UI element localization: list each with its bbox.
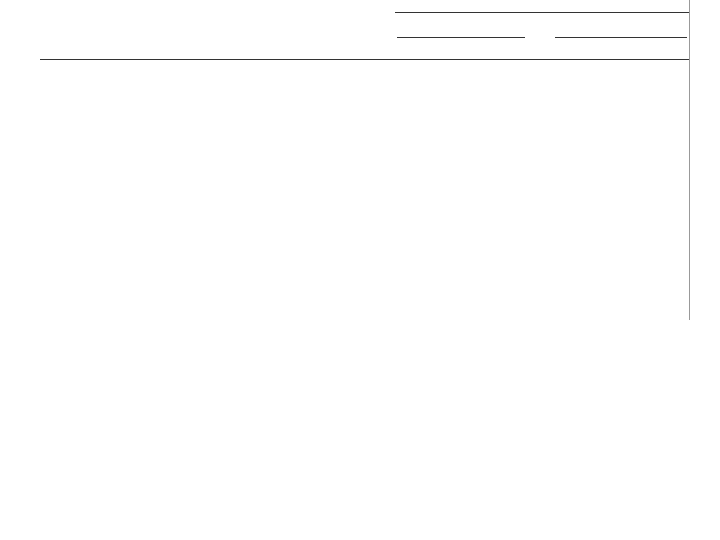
header-bottom-rule <box>40 59 690 60</box>
leaves-group-rule <box>555 37 687 38</box>
roots-group-rule <box>397 37 525 38</box>
overlay-right-edge <box>689 0 690 320</box>
header-top-rule <box>395 12 690 13</box>
